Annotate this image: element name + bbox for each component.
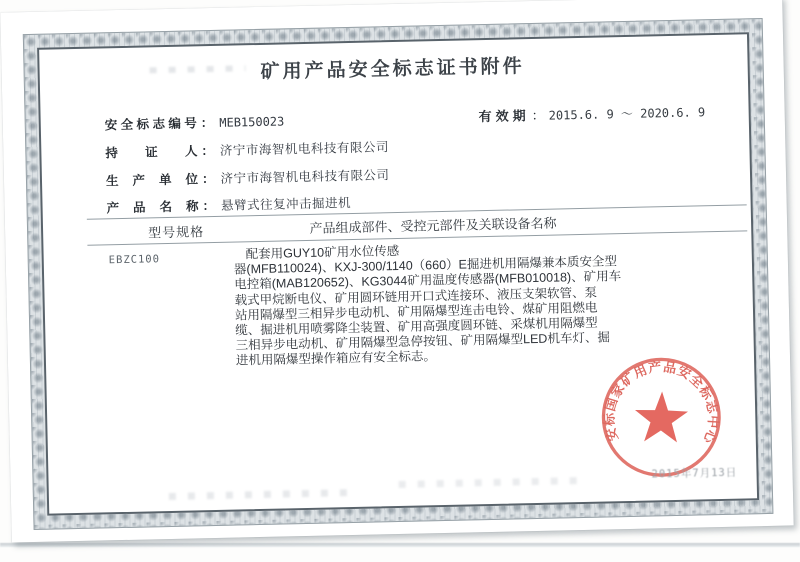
table-header-model-spec: 型号规格 (147, 224, 205, 241)
components-description: 配套用GUY10矿用水位传感 器(MFB110024)、KXJ-300/1140（660）E掘进机用隔爆兼本质安全型 电控箱(MAB120652)、KG3044矿用温度传感器(MFB010018)、矿用车 载式甲烷断电仪、矿用圆环链用开口式连接环、液压支架软管、泵 站用隔爆型三相异步电动机、矿用隔爆型连击电铃、煤矿用阻燃电 缆、掘进机用喷雾降尘装置、矿用高强度圆环链、采煤机用隔爆型 三相异步电动机、矿用隔爆型急停按钮、矿用隔爆型LED机车灯、掘 进机用隔爆型操作箱应有安全标志。 (233, 243, 622, 368)
field-manufacturer (106, 165, 390, 189)
seal-text: 安标国家矿用产品安全标志中心 (601, 359, 722, 447)
page-title: 矿用产品安全标志证书附件 (260, 56, 525, 83)
field-colon: ： (200, 115, 214, 131)
field-label: 持证人 (105, 144, 198, 161)
faint-ghost-text-artifact (169, 489, 349, 500)
field-safety-mark-number (105, 111, 285, 133)
validity-label: 有效期 (478, 108, 530, 125)
field-label: 安全标志编号 (104, 116, 197, 133)
field-label: 生产单位 (105, 172, 199, 189)
field-label: 产品名称 (106, 199, 199, 216)
red-official-seal (595, 351, 727, 483)
validity-value: 2015.6. 9 ～ 2020.6. 9 (548, 105, 706, 123)
field-certificate-holder (105, 137, 389, 161)
validity-row (478, 101, 705, 125)
validity-colon: ： (531, 107, 545, 124)
field-value: 悬臂式往复冲击掘进机 (220, 195, 352, 213)
table-header-components: 产品组成部件、受控元部件及关联设备名称 (309, 215, 557, 236)
field-value: 济宁市海智机电科技有限公司 (220, 168, 390, 186)
field-colon: ： (201, 143, 215, 159)
seal-star-icon (634, 391, 689, 443)
model-code: EBZC100 (108, 253, 161, 267)
field-colon: ： (201, 171, 215, 187)
scanner-page-edge (0, 543, 800, 547)
faint-ghost-text-artifact (399, 477, 589, 488)
stamp-date: 2015年7月13日 (651, 466, 738, 481)
field-value: 济宁市海智机电科技有限公司 (219, 140, 390, 158)
field-colon: ： (202, 198, 216, 214)
field-value: MEB150023 (219, 114, 285, 130)
